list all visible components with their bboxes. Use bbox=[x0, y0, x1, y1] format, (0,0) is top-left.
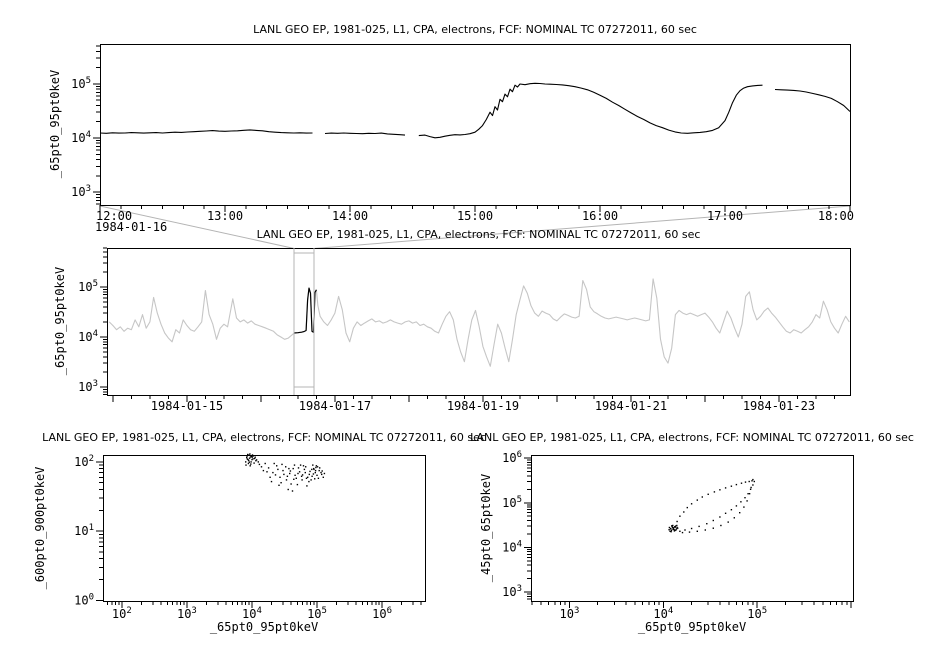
scatter-600-900-y-axis-label: _600pt0_900pt0keV bbox=[33, 466, 47, 590]
title-scatter-600-900: LANL GEO EP, 1981-025, L1, CPA, electrons, FCF: NOMINAL TC 07272011, 60 sec bbox=[42, 431, 486, 444]
scatter-600-900-y-tick-label: $10^2$ bbox=[74, 453, 94, 469]
scatter-45-65-y-tick-label: $10^4$ bbox=[502, 539, 522, 555]
scatter-45-65-y-axis-label: _45pt0_65pt0keV bbox=[479, 473, 493, 583]
detail-axes bbox=[93, 46, 850, 212]
scatter-45-65-scatter-points bbox=[668, 479, 755, 533]
scatter-600-900-x-axis-label: _65pt0_95pt0keV bbox=[209, 620, 319, 634]
scatter-600-900-x-tick-label: $10^5$ bbox=[307, 606, 327, 621]
scatter-45-65-x-tick-label: $10^4$ bbox=[653, 606, 674, 621]
scatter-600-900-scatter-points bbox=[245, 453, 325, 491]
overview-x-tick-label: 1984-01-21 bbox=[594, 399, 668, 413]
detail-y-tick-label: $10^3$ bbox=[71, 184, 91, 200]
scatter-600-900-y-tick-label: $10^1$ bbox=[74, 523, 94, 539]
detail-plot[interactable] bbox=[71, 45, 854, 224]
detail-y-tick-label: $10^5$ bbox=[71, 75, 91, 91]
scatter-45-65-y-tick-label: $10^3$ bbox=[502, 584, 522, 600]
scatter-600-900-x-tick-label: $10^4$ bbox=[242, 606, 262, 621]
detail-x-tick-label: 16:00 bbox=[581, 209, 619, 223]
overview-axes bbox=[100, 248, 834, 402]
scatter-45-65-axes bbox=[524, 458, 851, 608]
title-overview-plot: LANL GEO EP, 1981-025, L1, CPA, electrons, FCF: NOMINAL TC 07272011, 60 sec bbox=[256, 228, 701, 241]
scatter-45-65-plot-frame bbox=[532, 456, 854, 602]
title-scatter-45-65: LANL GEO EP, 1981-025, L1, CPA, electrons, FCF: NOMINAL TC 07272011, 60 sec bbox=[470, 431, 914, 444]
overview-highlighted-series bbox=[294, 288, 316, 333]
detail-y-axis-label: _65pt0_95pt0keV bbox=[48, 69, 62, 179]
overview-selection-box[interactable] bbox=[294, 248, 314, 395]
detail-x-tick-label: 12:00 bbox=[96, 209, 133, 223]
overview-plot[interactable] bbox=[78, 248, 850, 413]
scatter-600-900-axes bbox=[96, 462, 421, 608]
overview-x-tick-label: 1984-01-23 bbox=[742, 399, 816, 413]
overview-y-axis-label: _65pt0_95pt0keV bbox=[53, 266, 67, 376]
overview-y-tick-label: $10^4$ bbox=[78, 329, 98, 344]
scatter-45-65-y-tick-label: $10^6$ bbox=[502, 450, 522, 466]
scatter-45-65-x-tick-label: $10^3$ bbox=[559, 606, 580, 621]
scatter-45-65-plot[interactable] bbox=[502, 450, 853, 621]
detail-x-tick-label: 14:00 bbox=[331, 209, 369, 223]
detail-series-line bbox=[100, 83, 850, 138]
detail-x-tick-label: 15:00 bbox=[456, 209, 494, 223]
overview-x-tick-label: 1984-01-19 bbox=[446, 399, 520, 413]
detail-y-tick-label: $10^4$ bbox=[71, 130, 91, 146]
detail-x-axis-date: 1984-01-16 bbox=[95, 220, 168, 234]
scatter-45-65-x-tick-label: $10^5$ bbox=[747, 606, 768, 621]
scatter-600-900-x-tick-label: $10^3$ bbox=[176, 606, 197, 621]
overview-plot-frame bbox=[108, 249, 851, 396]
overview-series-line bbox=[109, 279, 849, 366]
scatter-600-900-plot-frame bbox=[104, 456, 426, 602]
overview-x-tick-label: 1984-01-17 bbox=[298, 399, 372, 413]
scatter-600-900-y-tick-label: $10^0$ bbox=[74, 592, 94, 608]
detail-x-tick-label: 17:00 bbox=[706, 209, 744, 223]
detail-x-tick-label: 18:00 bbox=[817, 209, 854, 223]
overview-x-tick-label: 1984-01-15 bbox=[150, 399, 224, 413]
scatter-45-65-x-axis-label: _65pt0_95pt0keV bbox=[637, 620, 747, 634]
title-detail-plot: LANL GEO EP, 1981-025, L1, CPA, electrons, FCF: NOMINAL TC 07272011, 60 sec bbox=[253, 23, 697, 36]
detail-plot-frame bbox=[101, 45, 851, 206]
scatter-45-65-y-tick-label: $10^5$ bbox=[502, 494, 522, 510]
overview-y-tick-label: $10^5$ bbox=[78, 279, 98, 294]
detail-x-tick-label: 13:00 bbox=[206, 209, 244, 223]
scatter-600-900-plot[interactable] bbox=[74, 453, 425, 621]
scatter-600-900-x-tick-label: $10^6$ bbox=[372, 606, 393, 621]
scatter-600-900-x-tick-label: $10^2$ bbox=[111, 606, 132, 621]
overview-y-tick-label: $10^3$ bbox=[78, 379, 98, 394]
